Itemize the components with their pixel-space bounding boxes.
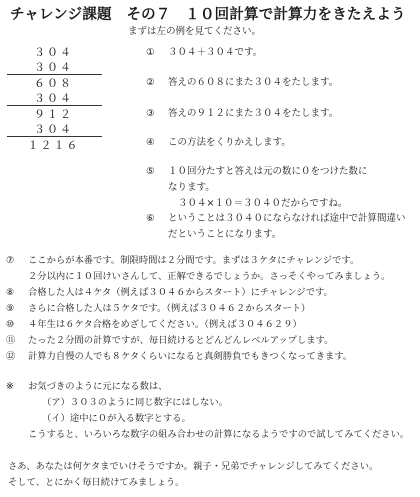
step-6: ⑥ ということは３０４０にならなければ途中で計算間違い (146, 213, 406, 224)
note-conclusion: こうすると、いろいろな数字の組み合わせの計算になるようですので試してみてください。 (28, 429, 410, 440)
step-2: ② 答えの６０８にまた３０４をたします。 (146, 77, 339, 88)
closing-line-2: そして、とにかく毎日続けてみましょう。 (8, 477, 185, 488)
note-a: （ア）３０３のように同じ数字にはしない。 (42, 397, 228, 408)
calc-row: ３０４ (34, 123, 73, 136)
rule-10: ⑩ ４年生は６ケタ合格をめざしてください。（例えば３０４６２９） (6, 319, 302, 330)
calc-row: ６０８ (34, 77, 73, 90)
rule-11: ⑪ たった２分間の計算ですが、毎日続けるとどんどんレベルアップします。 (6, 335, 334, 346)
rule-12: ⑫ 計算力自慢の人でも８ケタくらいになると真剣勝負でもきつくなってきます。 (6, 351, 353, 362)
note-b: （イ）途中に０が入る数字とする。 (42, 413, 191, 424)
closing-line-1: さあ、あなたは何ケタまでいけそうですか。親子・兄弟でチャレンジしてみてください。 (8, 461, 379, 472)
rule-9: ⑨ さらに合格した人は５ケタです。（例えば３０４６２からスタート） (6, 303, 311, 314)
page-title: チャレンジ課題 その７ １０回計算で計算力をきたえよう (10, 7, 406, 23)
calc-row: ３０４ (34, 46, 73, 59)
intro-text: まずは左の例を見てください。 (128, 26, 262, 37)
rule-7: ⑦ ここからが本番です。制限時間は２分間です。まずは３ケタにチャレンジです。 (6, 255, 360, 266)
rule-7-cont: ２分以内に１０回けいさんして、正解できるでしょうか。さっそくやってみましょう。 (28, 271, 391, 282)
calc-row: ３０４ (34, 61, 73, 74)
step-3: ③ 答えの９１２にまた３０４をたします。 (146, 108, 339, 119)
step-5: ⑤ １０回分たすと答えは元の数に０をつけた数に (146, 166, 368, 177)
calc-row: ３０４ (34, 92, 73, 105)
step-6-cont: だということになります。 (168, 229, 282, 240)
step-1: ① ３０４＋３０４です。 (146, 47, 263, 58)
calc-row: ９１２ (34, 108, 73, 121)
calc-row: １２１６ (27, 139, 80, 152)
step-4: ④ この方法をくりかえします。 (146, 137, 291, 148)
step-5-formula: ３０４×１０＝３０４０だからですね。 (178, 198, 348, 209)
step-5-cont: なります。 (168, 182, 215, 193)
rule-8: ⑧ 合格した人は４ケタ（例えば３０４６からスタート）にチャレンジです。 (6, 287, 333, 298)
note-first: ※ お気づきのように元になる数は、 (6, 381, 168, 392)
